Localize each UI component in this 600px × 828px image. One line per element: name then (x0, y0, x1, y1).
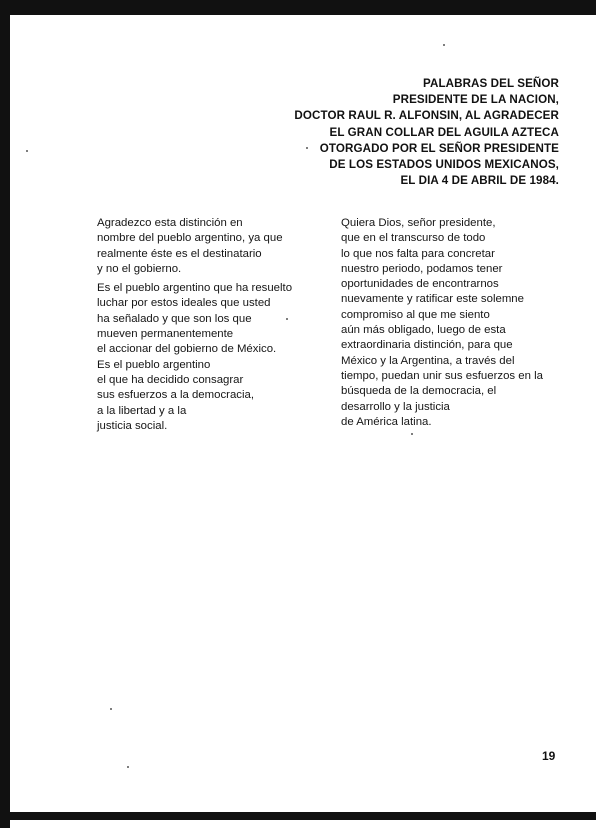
left-text-column (97, 216, 317, 434)
page-number: 19 (542, 749, 556, 763)
heading-line: OTORGADO POR EL SEÑOR PRESIDENTE (319, 141, 559, 155)
text-line: aún más obligado, luego de esta (341, 324, 506, 337)
text-line: ha señalado y que son los que (97, 312, 252, 325)
scan-speck (411, 433, 413, 435)
text-line: a la libertad y a la (97, 404, 187, 417)
text-line: realmente éste es el destinatario (97, 247, 262, 260)
heading-line: EL DIA 4 DE ABRIL DE 1984. (400, 174, 559, 188)
text-line: lo que nos falta para concretar (341, 247, 495, 260)
text-line: extraordinaria distinción, para que (341, 339, 513, 352)
heading-line: DE LOS ESTADOS UNIDOS MEXICANOS, (329, 158, 559, 172)
text-line: que en el transcurso de todo (341, 232, 486, 245)
scan-speck (306, 147, 308, 149)
text-line: Es el pueblo argentino (97, 358, 211, 371)
scan-speck (26, 150, 28, 152)
scan-border-left (0, 0, 10, 828)
scan-border-bottom (0, 812, 596, 820)
heading-line: DOCTOR RAUL R. ALFONSIN, AL AGRADECER (294, 109, 559, 123)
scan-speck (286, 318, 288, 320)
speech-heading (239, 76, 559, 189)
heading-line: PRESIDENTE DE LA NACION, (392, 93, 559, 107)
text-line: nuestro periodo, podamos tener (341, 262, 503, 275)
text-line: el que ha decidido consagrar (97, 373, 244, 386)
heading-line: PALABRAS DEL SEÑOR (423, 77, 559, 90)
text-line: luchar por estos ideales que usted (97, 297, 271, 310)
right-text-column (341, 216, 571, 430)
text-line: Es el pueblo argentino que ha resuelto (97, 282, 293, 295)
text-line: compromiso al que me siento (341, 308, 490, 321)
text-line: oportunidades de encontrarnos (341, 278, 499, 291)
text-line: México y la Argentina, a través del (341, 354, 515, 367)
text-line: de América latina. (341, 415, 432, 428)
scan-speck (110, 708, 112, 710)
text-line: Agradezco esta distinción en (97, 217, 243, 229)
text-line: nombre del pueblo argentino, ya que (97, 232, 283, 245)
text-line: nuevamente y ratificar este solemne (341, 293, 524, 306)
text-line: sus esfuerzos a la democracia, (97, 389, 255, 402)
heading-line: EL GRAN COLLAR DEL AGUILA AZTECA (329, 125, 559, 139)
text-line: y no el gobierno. (97, 262, 182, 275)
scan-speck (443, 44, 445, 46)
scan-speck (127, 766, 129, 768)
text-line: desarrollo y la justicia (341, 400, 450, 413)
text-line: Quiera Dios, señor presidente, (341, 217, 496, 229)
scan-border-top (0, 0, 596, 15)
text-line: justicia social. (97, 419, 168, 432)
text-line: tiempo, puedan unir sus esfuerzos en la (341, 369, 543, 382)
text-line: búsqueda de la democracia, el (341, 385, 497, 398)
text-line: mueven permanentemente (97, 328, 234, 341)
text-line: el accionar del gobierno de México. (97, 343, 277, 356)
